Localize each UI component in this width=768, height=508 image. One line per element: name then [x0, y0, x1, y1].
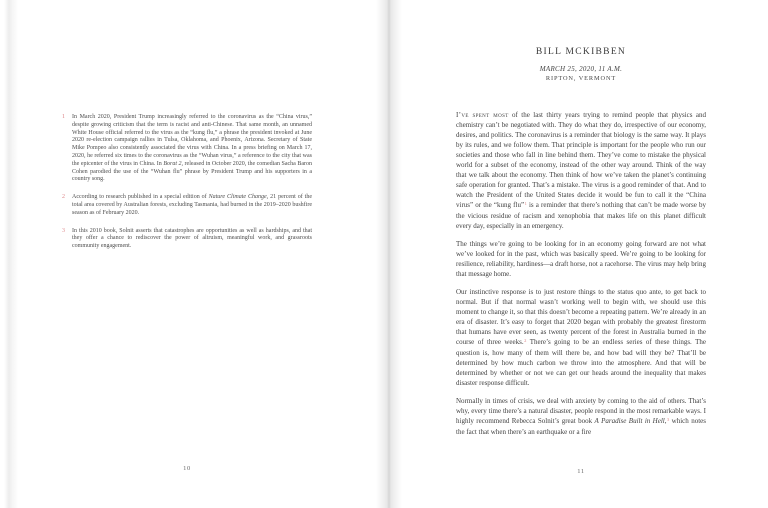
body-text [456, 110, 706, 445]
footnote-ref: 1 [524, 200, 527, 206]
footnote-ref: 3 [666, 416, 670, 422]
text-segment: In this 2010 book, Solnit asserts that catastrophes are opportunities as well as hardships, and that they offer a chance to rediscover the power of altruism, meaningful work, and grassroots community engagement. [72, 227, 312, 250]
footnotes-section [62, 114, 312, 261]
text-segment: which notes the fact that when there’s an earthquake or a fire [456, 417, 706, 436]
text-segment: Borat 2 [163, 160, 182, 167]
text-segment: According to research published in a special edition of [72, 194, 209, 201]
text-segment: The things we’re going to be looking for in an economy going forward are not what we’ve looked for in the past, which was basically speed. We’re going to be looking for resilience, reliability, hardiness—a draft horse, not a racehorse. The virus may help bring that message home. [456, 240, 706, 278]
page-number-right: 11 [577, 468, 585, 475]
text-segment: In March 2020, President Trump increasingly referred to the coronavirus as the “China virus,” despite growing criticism that the term is racist and anti-Chinese. That same month, an unnamed White House official referred to the virus as the “kung flu,” a phrase the president invoked at June 2020 re-election campaign rallies in Tulsa, Oklahoma, and Phoenix, Arizona. Secretary of State Mike Pompeo also consistently associated the virus with China. In a press briefing on March 17, 2020, he referred six times to the coronavirus as the “Wuhan virus,” a reference to the city that was the epicenter of the virus in China. In [72, 114, 312, 167]
text-segment: A Paradise Built in Hell, [594, 417, 667, 425]
author-name: BILL MCKIBBEN [535, 47, 627, 57]
text-segment: , released in October 2020, the comedian Sacha Baron Cohen parodied the use of the “Wuhan flu” phrase by President Trump and his supporters in a country song. [72, 160, 313, 183]
text-segment: Normally in times of crisis, we deal with anxiety by coming to the aid of others. That’s why, every time there’s a natural disaster, people respond in the most remarkable ways. I highly recommend Rebecca Solnit’s great book [456, 397, 706, 425]
text-segment: Our instinctive response is to just restore things to the status quo ante, to get back to normal. But if that normal wasn’t working well to begin with, we should use this moment to change it, so that this doesn’t become a repeating pattern. We’re already in an era of disaster. It’s easy to forget that 2020 began with probably the greatest firestorm that humans have ever seen, as twenty percent of the forest in Australia burned in the course of three weeks. [456, 288, 706, 346]
page-gutter-shadow [376, 0, 402, 508]
footnote-text [72, 114, 312, 184]
footnote-number: 1 [62, 114, 65, 120]
text-segment: , 21 percent of the total area covered by Australian forests, excluding Tasmania, had burned in the 2019–2020 bushfire season as of February 2020. [72, 194, 313, 216]
footnote [62, 228, 312, 251]
text-segment: is a reminder that there’s nothing that can’t be made worse by the vicious residue of racism and xenophobia that makes life on this planet difficult every day, especially in an emergency. [456, 201, 706, 230]
paragraph [456, 110, 706, 231]
footnote-number: 3 [62, 227, 65, 234]
text-segment: I’ve spent most [456, 111, 509, 119]
location: RIPTON, VERMONT [545, 75, 617, 82]
paragraph [456, 287, 706, 388]
text-segment: There’s going to be an endless series of these things. The question is, how many of them will there be, and how bad will they be? That’ll be determined by how much carbon we throw into the atmosphere. And that will be determined by whether or not we can get our heads around the inequality that makes disaster response difficult. [456, 338, 706, 387]
dateline: MARCH 25, 2020, 11 A.M. [539, 65, 623, 73]
page-number-left: 10 [183, 465, 191, 472]
text-segment: Nature Climate Change [208, 194, 267, 201]
paragraph [456, 239, 706, 279]
footnote [62, 194, 312, 217]
paragraph [456, 396, 706, 437]
footnote-number: 2 [62, 194, 65, 201]
footnote-ref: 2 [524, 337, 527, 343]
footnote-text [72, 194, 312, 217]
chapter-header [456, 47, 706, 83]
page-edge-shadow [4, 0, 18, 508]
footnote [62, 114, 312, 184]
text-segment: of the last thirty years trying to remind people that physics and chemistry can’t be negotiated with. They do what they do, irrespective of our economy, desires, and politics. The coronavirus is a reminder that biology is the same way. It plays by its rules, and we follow them. That principle is important for the people who run our societies and those who fall in line behind them. They’ve come to mistake the physical world for a subset of the economy, instead of the other way around. Think of the way that we talk about the economy. Then think of how we’ve taken the planet’s continuing safe operation for granted. That’s a mistake. The virus is a good reminder of that. And to watch the President of the United States decide it would be fun to call it the “China virus” or the “kung flu” [456, 111, 707, 209]
footnote-text [72, 228, 312, 251]
